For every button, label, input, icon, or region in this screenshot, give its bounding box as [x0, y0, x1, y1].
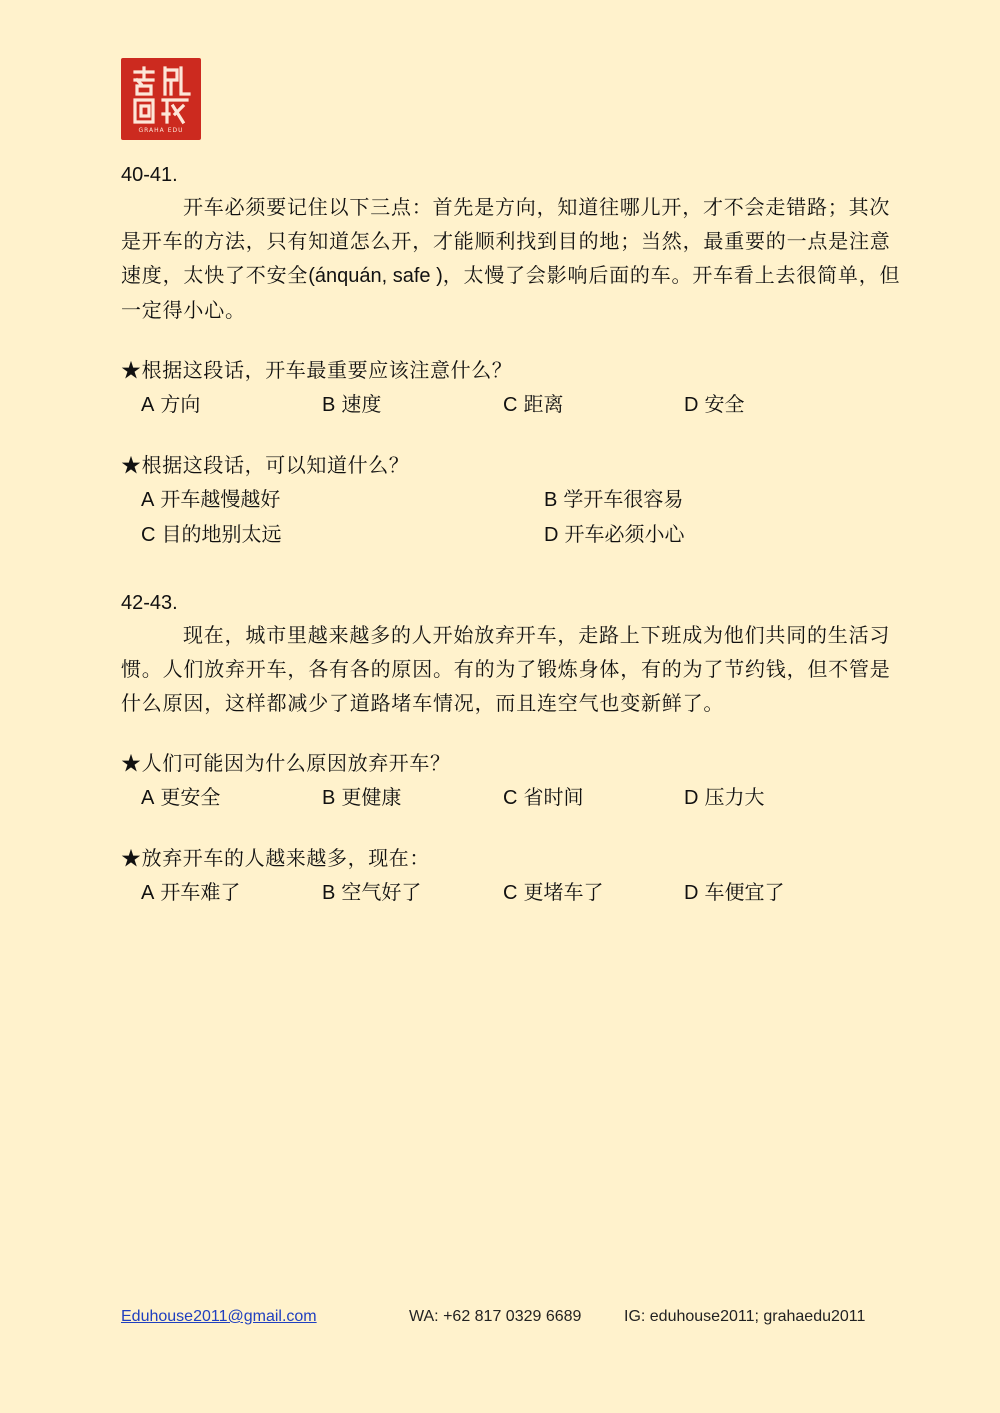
- option-d[interactable]: [684, 875, 865, 910]
- option-letter: A: [141, 882, 155, 904]
- option-d[interactable]: [544, 517, 844, 552]
- option-text: 空气好了: [341, 880, 422, 904]
- passage-text-end: ，太慢了会影响后面的车。开车看上去很简单，但一定得小心。: [121, 263, 901, 322]
- option-text: 开车难了: [160, 880, 241, 904]
- option-text: 更安全: [160, 785, 221, 809]
- option-d[interactable]: [684, 387, 865, 422]
- option-b[interactable]: [544, 482, 844, 517]
- option-letter: D: [684, 882, 699, 904]
- option-letter: D: [544, 524, 559, 546]
- question-text: ★根据这段话，开车最重要应该注意什么？: [121, 358, 513, 382]
- option-text: 开车必须小心: [564, 522, 685, 546]
- option-a[interactable]: [141, 387, 322, 422]
- option-letter: C: [503, 394, 518, 416]
- option-c[interactable]: [503, 387, 684, 422]
- option-row: [121, 875, 901, 910]
- option-text: 安全: [704, 392, 745, 416]
- option-letter: A: [141, 394, 155, 416]
- option-b[interactable]: [322, 387, 503, 422]
- option-letter: D: [684, 787, 699, 809]
- option-text: 速度: [341, 392, 382, 416]
- seal-glyph-icon: [121, 58, 201, 128]
- option-text: 更堵车了: [523, 880, 604, 904]
- option-d[interactable]: [684, 780, 865, 815]
- worksheet: [121, 160, 901, 910]
- option-row: [121, 780, 901, 815]
- passage-gloss: (ánquán, safe ): [308, 265, 443, 287]
- option-text: 开车越慢越好: [160, 487, 281, 511]
- option-b[interactable]: [322, 875, 503, 910]
- option-letter: C: [503, 787, 518, 809]
- option-grid: [121, 482, 901, 552]
- question-text: ★放弃开车的人越来越多，现在：: [121, 846, 430, 870]
- option-c[interactable]: [503, 875, 684, 910]
- section-number: 42-43.: [121, 592, 178, 614]
- option-letter: D: [684, 394, 699, 416]
- option-a[interactable]: [141, 780, 322, 815]
- option-text: 距离: [523, 392, 564, 416]
- option-a[interactable]: [141, 482, 544, 517]
- option-letter: C: [503, 882, 518, 904]
- reading-passage: 现在，城市里越来越多的人开始放弃开车，走路上下班成为他们共同的生活习惯。人们放弃开车，各有各的原因。有的为了锻炼身体，有的为了节约钱，但不管是什么原因，这样都减少了道路堵车情况，而且连空气也变新鲜了。: [121, 623, 891, 715]
- section-number: 40-41.: [121, 164, 178, 186]
- logo-caption: GRAHA EDU: [138, 127, 184, 134]
- option-letter: B: [322, 787, 336, 809]
- whatsapp-contact: WA: +62 817 0329 6689: [409, 1308, 582, 1325]
- option-c[interactable]: [503, 780, 684, 815]
- question-text: ★人们可能因为什么原因放弃开车？: [121, 751, 451, 775]
- option-b[interactable]: [322, 780, 503, 815]
- option-text: 方向: [160, 392, 201, 416]
- instagram-contact: IG: eduhouse2011; grahaedu2011: [624, 1308, 866, 1325]
- section-42-43: [121, 588, 901, 910]
- option-text: 学开车很容易: [563, 487, 684, 511]
- option-text: 更健康: [341, 785, 402, 809]
- option-letter: A: [141, 489, 155, 511]
- brand-logo: [121, 58, 201, 140]
- option-row: [121, 387, 901, 422]
- option-letter: A: [141, 787, 155, 809]
- question-text: ★根据这段话，可以知道什么？: [121, 453, 410, 477]
- reading-passage: [121, 190, 901, 327]
- option-c[interactable]: [141, 517, 544, 552]
- option-letter: C: [141, 524, 156, 546]
- email-link[interactable]: Eduhouse2011@gmail.com: [121, 1308, 317, 1325]
- option-letter: B: [322, 394, 336, 416]
- option-text: 压力大: [704, 785, 765, 809]
- option-text: 省时间: [523, 785, 584, 809]
- page-footer: [121, 1308, 901, 1332]
- option-letter: B: [544, 489, 558, 511]
- section-40-41: [121, 160, 901, 552]
- option-text: 车便宜了: [704, 880, 785, 904]
- option-a[interactable]: [141, 875, 322, 910]
- passage-text: 开车必须要记住以下三点：首先是方向，知道往哪儿开，才不会走错路；其次是开车的方法，只有知道怎么开，才能顺利找到目的地；当然，最重要的一点是注意速度，太快了不安全: [121, 195, 891, 287]
- option-letter: B: [322, 882, 336, 904]
- option-text: 目的地别太远: [161, 522, 282, 546]
